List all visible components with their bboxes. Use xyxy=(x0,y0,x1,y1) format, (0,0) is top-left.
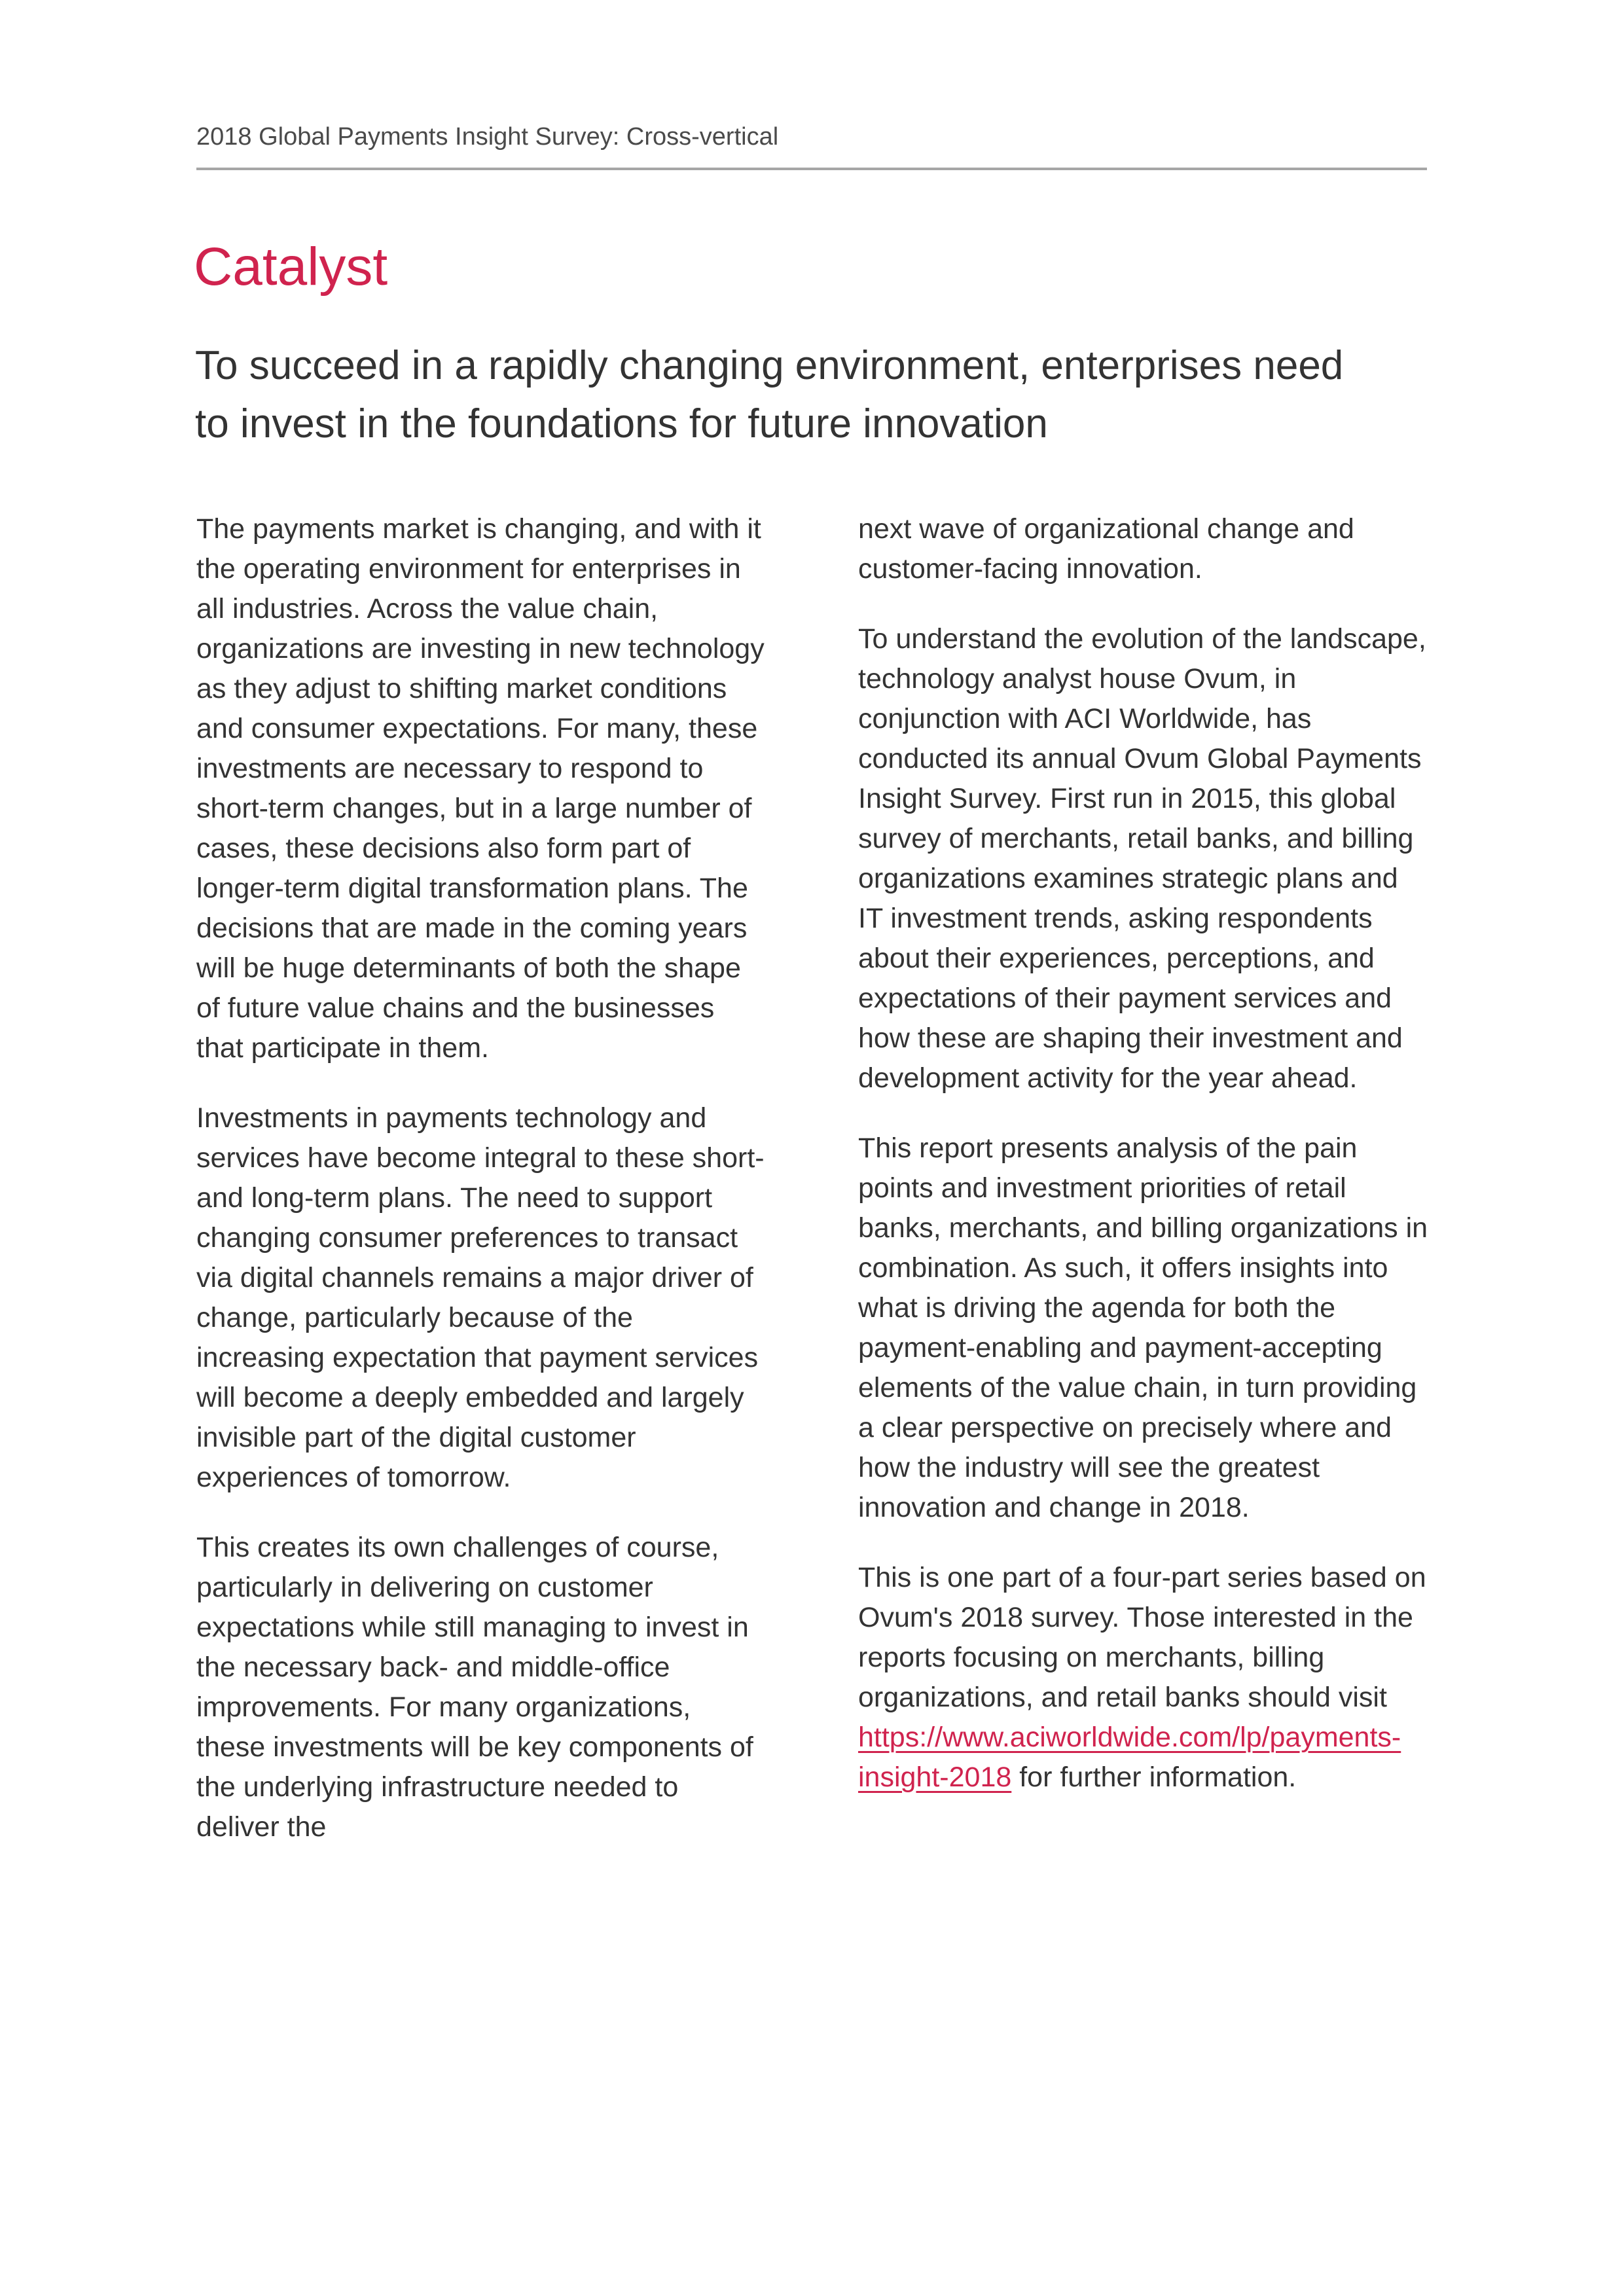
header-divider xyxy=(196,168,1427,170)
body-paragraph: To understand the evolution of the landscape, technology analyst house Ovum, in conjunction with ACI Worldwide, has conducted its annual Ovum Global Payments Insight Survey. First run in 2015, this global survey of merchants, retail banks, and billing organizations examines strategic plans and IT investment trends, asking respondents about their experiences, perceptions, and expectations of their payment services and how these are shaping their investment and development activity for the year ahead. xyxy=(858,623,1426,1094)
body-column-left xyxy=(196,509,767,1877)
body-paragraph: This creates its own challenges of course, particularly in delivering on customer expectations while still managing to invest in the necessary back- and middle-office improvements. For many organizations, these investments will be key components of the underlying infrastructure needed to deliver the xyxy=(196,1532,753,1843)
page-title: Catalyst xyxy=(194,237,388,297)
link-paragraph-lead-text: This is one part of a four-part series based on Ovum's 2018 survey. Those interested in the reports focusing on merchants, billing organizations, and retail banks should visit xyxy=(858,1562,1426,1713)
payments-insight-link[interactable]: https://www.aciworldwide.com/lp/payments-insight-2018 xyxy=(858,1722,1401,1793)
body-paragraph: This report presents analysis of the pain points and investment priorities of retail banks, merchants, and billing organizations in combination. As such, it offers insights into what is driving the agenda for both the payment-enabling and payment-accepting elements of the value chain, in turn providing a clear perspective on precisely where and how the industry will see the greatest innovation and change in 2018. xyxy=(858,1132,1428,1523)
body-paragraph: The payments market is changing, and with it the operating environment for enterprises in all industries. Across the value chain, organizations are investing in new technology as they adjust to shifting market conditions and consumer expectations. For many, these investments are necessary to respond to short-term changes, but in a large number of cases, these decisions also form part of longer-term digital transformation plans. The decisions that are made in the coming years will be huge determinants of both the shape of future value chains and the businesses that participate in them. xyxy=(196,513,765,1064)
document-header-title: 2018 Global Payments Insight Survey: Cross-vertical xyxy=(196,123,779,151)
body-columns xyxy=(196,509,1428,1877)
body-column-right xyxy=(858,509,1428,1877)
body-paragraph-with-link xyxy=(858,1558,1428,1798)
body-paragraph: Investments in payments technology and services have become integral to these short- and long-term plans. The need to support changing consumer preferences to transact via digital channels remains a major driver of change, particularly because of the increasing expectation that payment services will become a deeply embedded and largely invisible part of the digital customer experiences of tomorrow. xyxy=(196,1102,765,1493)
body-paragraph: next wave of organizational change and customer-facing innovation. xyxy=(858,513,1354,585)
link-paragraph-tail-text: for further information. xyxy=(1011,1762,1297,1793)
page-subtitle: To succeed in a rapidly changing environment, enterprises need to invest in the foundations for future innovation xyxy=(195,343,1344,446)
